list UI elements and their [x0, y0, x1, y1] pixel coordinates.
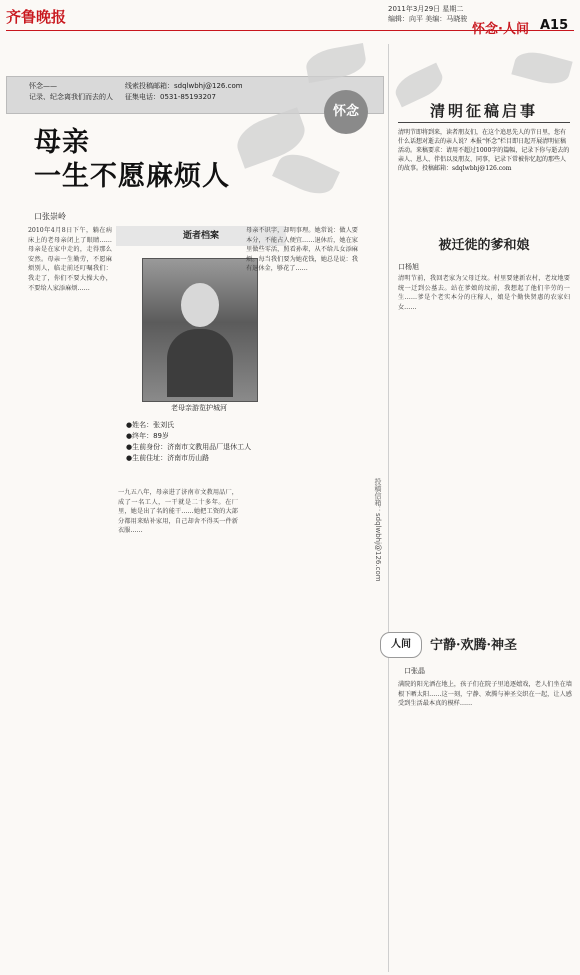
photo-caption: 老母亲游览护城河 — [171, 404, 227, 412]
info-name: ●姓名：张刘氏 — [126, 421, 175, 429]
article2-byline: 口杨旭 — [398, 263, 419, 271]
archive-label: 逝者档案 — [116, 226, 286, 246]
column-header-right: 线索投稿邮箱：sdqlwbhj@126.com 征集电话：0531-85193207 — [125, 82, 243, 101]
issue-editors: 编辑：向平 美编：马晓骏 — [388, 15, 468, 23]
column-header-left: 怀念—— 记录、纪念离我们而去的人 — [29, 82, 113, 101]
masthead-rule — [6, 30, 574, 31]
issue-date: 2011年3月29日 星期二 — [388, 5, 464, 13]
article3-body: 满院的阳光洒在地上，孩子们在院子里追逐嬉戏，老人们坐在墙根下晒太阳……这一刻，宁静、欢腾与神圣交织在一起，让人感受到生活最本真的模样…… — [398, 681, 572, 708]
side-vertical-note: 投稿信箱：sdqlwbhj@126.com — [374, 478, 382, 582]
article-byline: 口张崇岭 — [34, 212, 66, 221]
article-headline — [34, 126, 230, 194]
article-body-col-1: 2010年4月8日下午，躺在病床上的老母亲闭上了眼睛……母亲是在家中走的，走得那么安然。母亲一生勤劳，不愿麻烦别人，临走前还叮嘱我们：我走了，你们不要大操大办，不要给人家添麻烦…… — [28, 227, 112, 292]
page-number: A15 — [540, 18, 569, 33]
solicitation-text: 清明节即将到来，读者朋友们，在这个追思先人的节日里，您有什么话想对逝去的亲人说？本报“怀念”栏目即日起开展清明征稿活动。来稿要求：请用不超过1000字的篇幅，记录下你与逝去的亲人、恩人、伴侣以及朋友、同事，记录下常被你忆起的那些人的故事。投稿邮箱：sdqlwbhj@126.com — [398, 129, 570, 172]
newspaper-logo: 齐鲁晚报 — [6, 8, 67, 26]
article2-headline: 被迁徙的爹和娘 — [438, 238, 530, 253]
leaf-decoration — [511, 47, 572, 89]
info-occupation: ●生前身份：济南市文教用品厂退休工人 — [126, 443, 252, 451]
article-body-col-3: 母亲不识字，却明事理。她常说：做人要本分，不能占人便宜……退休后，她在家里做些零活，照看孙辈，从不给儿女添麻烦。每当我们要为她花钱，她总是说：我有退休金，够花了…… — [246, 227, 358, 273]
article3-headline: 宁静·欢腾·神圣 — [430, 638, 518, 653]
headline-line-1: 母亲 — [34, 127, 90, 158]
solicitation-rule — [398, 122, 570, 123]
huainian-badge: 怀念 — [324, 90, 368, 134]
article3-byline: 口张晶 — [404, 667, 425, 675]
headline-line-2: 一生不愿麻烦人 — [34, 161, 230, 192]
info-age: ●终年：89岁 — [126, 432, 170, 440]
photo-face — [181, 283, 219, 327]
renjian-badge: 人间 — [380, 632, 422, 658]
issue-info — [388, 4, 467, 24]
info-address: ●生前住址：济南市历山路 — [126, 454, 210, 462]
section-title: 怀念·人间 — [472, 22, 529, 37]
mother-photo — [142, 258, 258, 402]
masthead — [0, 0, 580, 44]
main-article-column — [6, 48, 384, 968]
photo-figure — [167, 329, 233, 397]
article2-body: 清明节前，我回老家为父母迁坟。村里要建新农村，老坟地要统一迁到公墓去。站在爹娘的坟前，我想起了他们辛劳的一生……爹是个老实本分的庄稼人，娘是个勤快贤惠的农家妇女…… — [398, 275, 570, 311]
column-divider — [388, 44, 389, 972]
solicitation-title: 清明征稿启事 — [429, 102, 538, 120]
article-body-col-2: 一九五八年，母亲进了济南市文教用品厂，成了一名工人，一干就是二十多年。在厂里，她是出了名的能干……她把工资的大部分都用来贴补家用，自己却舍不得买一件新衣服…… — [118, 489, 238, 535]
